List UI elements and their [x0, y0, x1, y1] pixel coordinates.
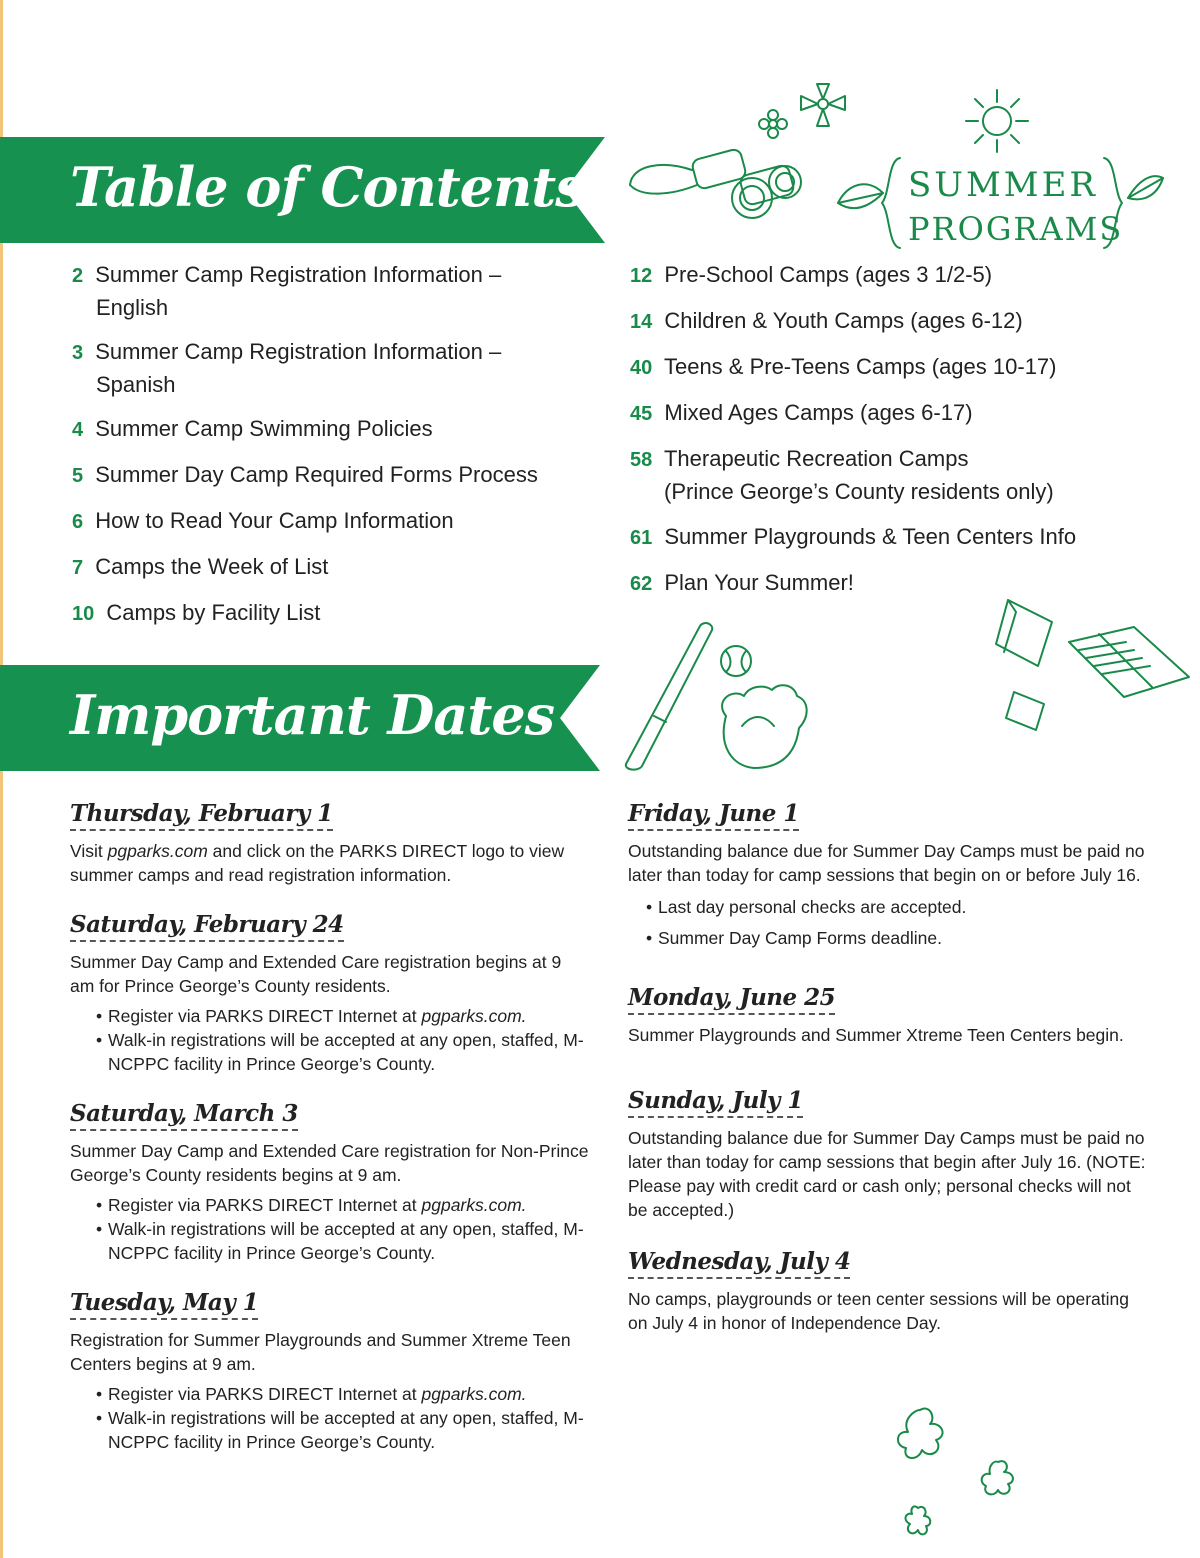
- date-bullets: [70, 1382, 590, 1454]
- toc-page-number: 62: [630, 573, 653, 595]
- toc-item[interactable]: [46, 505, 566, 538]
- date-entry: [70, 1289, 590, 1454]
- date-description: No camps, playgrounds or teen center sessions will be operating on July 4 in honor of Independence Day.: [628, 1289, 1129, 1333]
- toc-item-label: Mixed Ages Camps (ages 6-17): [664, 400, 973, 425]
- toc-item[interactable]: [604, 305, 1164, 338]
- toc-item-label: Teens & Pre-Teens Camps (ages 10-17): [663, 354, 1057, 379]
- dates-title: Important Dates: [70, 683, 555, 747]
- toc-item[interactable]: [46, 336, 566, 401]
- toc-item[interactable]: [604, 259, 1164, 292]
- date-description: Registration for Summer Playgrounds and Summer Xtreme Teen Centers begins at 9 am.: [70, 1330, 571, 1374]
- toc-page-number: 2: [72, 265, 84, 287]
- toc-item-label-cont: (Prince George’s County residents only): [664, 479, 1054, 504]
- splat-icon: [890, 1400, 1040, 1550]
- date-heading: Friday, June 1: [628, 800, 799, 831]
- date-description: Visit pgparks.com and click on the PARKS DIRECT logo to view summer camps and read registration information.: [70, 841, 565, 885]
- date-description: Outstanding balance due for Summer Day Camps must be paid no later than today for camp sessions that begin on or before July 16.: [628, 841, 1145, 885]
- toc-page-number: 12: [630, 265, 653, 287]
- date-heading: Tuesday, May 1: [70, 1289, 258, 1320]
- bullet-item: • Register via PARKS DIRECT Internet at pgparks.com.: [98, 1193, 590, 1217]
- dates-left-column: [70, 800, 590, 1478]
- toc-item[interactable]: [46, 597, 566, 630]
- toc-item-label: Camps the Week of List: [95, 554, 329, 579]
- pgparks-link[interactable]: pgparks.com.: [421, 1384, 527, 1404]
- toc-page-number: 45: [630, 403, 653, 425]
- date-bullets: [70, 1004, 590, 1076]
- toc-item[interactable]: [604, 397, 1164, 430]
- date-description: Outstanding balance due for Summer Day Camps must be paid no later than today for camp sessions that begin after July 16. (NOTE: Please pay with credit card or cash only; personal checks will not be accepted.): [628, 1128, 1146, 1220]
- toc-page-number: 6: [72, 511, 84, 533]
- toc-page-number: 40: [630, 357, 653, 379]
- toc-page-number: 3: [72, 342, 84, 364]
- date-entry: [70, 911, 590, 1076]
- date-entry: [70, 800, 590, 887]
- sun-icon: [962, 86, 1032, 156]
- toc-item-label: Plan Your Summer!: [664, 570, 854, 595]
- summer-programs-line2: PROGRAMS: [908, 210, 1124, 248]
- dates-banner: [0, 665, 600, 771]
- toc-item[interactable]: [46, 551, 566, 584]
- bullet-item: • Register via PARKS DIRECT Internet at pgparks.com.: [98, 1382, 590, 1406]
- toc-item[interactable]: [604, 521, 1164, 554]
- dates-right-column: [628, 800, 1148, 1359]
- toc-item-label: Pre-School Camps (ages 3 1/2-5): [664, 262, 993, 287]
- toc-item[interactable]: [604, 351, 1164, 384]
- date-entry: [628, 800, 1148, 950]
- toc-item-label: Summer Camp Swimming Policies: [95, 416, 433, 441]
- toc-item[interactable]: [604, 443, 1164, 508]
- date-entry: [628, 1248, 1148, 1335]
- bullet-item: • Register via PARKS DIRECT Internet at pgparks.com.: [98, 1004, 590, 1028]
- toc-item[interactable]: [46, 459, 566, 492]
- toc-page-number: 58: [630, 449, 653, 471]
- toc-page-number: 61: [630, 527, 653, 549]
- toc-item-label: How to Read Your Camp Information: [95, 508, 454, 533]
- date-bullets: [628, 895, 1148, 950]
- toc-page-number: 4: [72, 419, 84, 441]
- binoculars-icon: [622, 140, 812, 230]
- date-heading: Monday, June 25: [628, 984, 835, 1015]
- date-description: Summer Day Camp and Extended Care registration begins at 9 am for Prince George’s County residents.: [70, 952, 562, 996]
- flower-icon: [755, 82, 855, 142]
- toc-right-list: [604, 259, 1164, 600]
- pgparks-link[interactable]: pgparks.com.: [421, 1195, 527, 1215]
- date-heading: Saturday, March 3: [70, 1100, 298, 1131]
- toc-page-number: 10: [72, 603, 95, 625]
- date-description: Summer Day Camp and Extended Care registration for Non-Prince George’s County residents begins at 9 am.: [70, 1141, 589, 1185]
- bullet-item: • Last day personal checks are accepted.: [648, 895, 1148, 919]
- summer-programs-logo: [828, 148, 1168, 258]
- toc-left-list: [46, 259, 566, 630]
- date-heading: Saturday, February 24: [70, 911, 344, 942]
- bullet-item: • Summer Day Camp Forms deadline.: [648, 926, 1148, 950]
- toc-item[interactable]: [46, 413, 566, 446]
- toc-item-label: Summer Camp Registration Information –: [95, 339, 502, 364]
- books-icon: [994, 592, 1194, 737]
- date-heading: Sunday, July 1: [628, 1087, 803, 1118]
- bullet-item: • Walk-in registrations will be accepted at any open, staffed, M-NCPPC facility in Prince George’s County.: [98, 1406, 590, 1454]
- toc-page-number: 14: [630, 311, 653, 333]
- date-entry: [628, 1087, 1148, 1222]
- toc-banner: [0, 137, 605, 243]
- toc-item-label: Therapeutic Recreation Camps: [663, 446, 969, 471]
- date-heading: Wednesday, July 4: [628, 1248, 850, 1279]
- summer-programs-line1: SUMMER: [908, 165, 1098, 205]
- pgparks-link[interactable]: pgparks.com.: [421, 1006, 527, 1026]
- date-bullets: [70, 1193, 590, 1265]
- toc-item-label: Summer Playgrounds & Teen Centers Info: [664, 524, 1077, 549]
- baseball-icon: [614, 616, 824, 776]
- toc-item-label: Summer Camp Registration Information –: [95, 262, 502, 287]
- date-entry: [628, 984, 1148, 1047]
- toc-page-number: 7: [72, 557, 84, 579]
- toc-item-label-cont: Spanish: [96, 372, 176, 397]
- date-description: Summer Playgrounds and Summer Xtreme Teen Centers begin.: [628, 1025, 1124, 1045]
- bullet-item: • Walk-in registrations will be accepted at any open, staffed, M-NCPPC facility in Prince George’s County.: [98, 1217, 590, 1265]
- toc-title: Table of Contents: [70, 155, 585, 219]
- bullet-item: • Walk-in registrations will be accepted at any open, staffed, M-NCPPC facility in Prince George’s County.: [98, 1028, 590, 1076]
- toc-item[interactable]: [46, 259, 566, 324]
- toc-item-label-cont: English: [96, 295, 169, 320]
- pgparks-link[interactable]: pgparks.com: [107, 841, 208, 861]
- date-entry: [70, 1100, 590, 1265]
- toc-item-label: Children & Youth Camps (ages 6-12): [664, 308, 1023, 333]
- date-heading: Thursday, February 1: [70, 800, 333, 831]
- toc-page-number: 5: [72, 465, 84, 487]
- toc-item-label: Camps by Facility List: [106, 600, 321, 625]
- toc-item-label: Summer Day Camp Required Forms Process: [95, 462, 538, 487]
